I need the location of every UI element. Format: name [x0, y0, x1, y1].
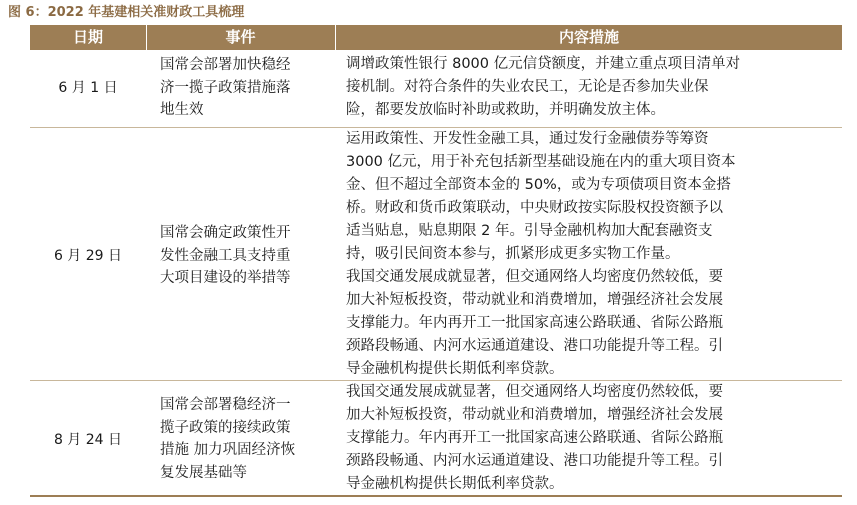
row-content: [346, 53, 838, 122]
content-line: 颈路段畅通、内河水运通道建设、港口功能提升等工程。引: [346, 338, 723, 354]
content-line: 导金融机构提供长期低利率贷款。: [346, 361, 564, 377]
content-line: 调增政策性银行 8000 亿元信贷额度，并建立重点项目清单对: [346, 56, 741, 72]
content-line: 加大补短板投资，带动就业和消费增加，增强经济社会发展: [346, 407, 723, 423]
event-line: 发性金融工具支持重: [160, 247, 291, 264]
row-event: [160, 394, 340, 484]
event-line: 济一揽子政策措施落: [160, 79, 291, 96]
event-line: 地生效: [160, 102, 204, 118]
content-line: 运用政策性、开发性金融工具，通过发行金融债券等筹资: [346, 131, 709, 147]
table-row: [30, 50, 842, 127]
content-line: 3000 亿元，用于补充包括新型基础设施在内的重大项目资本: [346, 154, 736, 170]
row-date: 6 月 29 日: [53, 248, 123, 264]
content-line: 桥。财政和货币政策联动，中央财政按实际股权投资额予以: [346, 200, 723, 216]
row-date: 8 月 24 日: [53, 432, 123, 448]
event-line: 国常会部署加快稳经: [160, 57, 291, 73]
header-date: 日期: [72, 28, 103, 46]
table-header: [30, 25, 842, 50]
event-line: 国常会确定政策性开: [160, 225, 291, 241]
figure-caption: 图 6：2022 年基建相关准财政工具梳理: [8, 5, 245, 20]
content-line: 加大补短板投资，带动就业和消费增加，增强经济社会发展: [346, 292, 723, 308]
table-row: [30, 381, 842, 495]
content-line: 持，吸引民间资本参与，抓紧形成更多实物工作量。: [346, 246, 680, 262]
content-line: 我国交通发展成就显著，但交通网络人均密度仍然较低，要: [346, 384, 723, 400]
content-line: 支撑能力。年内再开工一批国家高速公路联通、省际公路瓶: [346, 315, 723, 331]
content-line: 我国交通发展成就显著，但交通网络人均密度仍然较低，要: [346, 269, 723, 285]
row-event: [160, 54, 340, 122]
header-event: 事件: [225, 28, 256, 46]
row-content: [346, 128, 838, 381]
header-content: 内容措施: [558, 28, 619, 46]
content-line: 金、但不超过全部资本金的 50%，或为专项债项目资本金搭: [346, 177, 731, 193]
row-date: 6 月 1 日: [58, 80, 118, 96]
table-row: [30, 128, 842, 380]
content-line: 支撑能力。年内再开工一批国家高速公路联通、省际公路瓶: [346, 430, 723, 446]
event-line: 揽子政策的接续政策: [160, 419, 291, 436]
content-line: 颈路段畅通、内河水运通道建设、港口功能提升等工程。引: [346, 453, 723, 469]
row-content: [346, 381, 838, 496]
content-line: 导金融机构提供长期低利率贷款。: [346, 476, 564, 492]
event-line: 复发展基础等: [160, 464, 247, 481]
row-event: [160, 222, 340, 290]
content-line: 接机制。对符合条件的失业农民工，无论是否参加失业保: [346, 79, 709, 95]
event-line: 措施 加力巩固经济恢: [160, 442, 296, 458]
event-line: 国常会部署稳经济一: [160, 397, 291, 413]
event-line: 大项目建设的举措等: [160, 270, 291, 286]
content-line: 险，都要发放临时补助或救助，并明确发放主体。: [346, 102, 665, 118]
table-bottom-border: [30, 495, 842, 497]
content-line: 适当贴息，贴息期限 2 年。引导金融机构加大配套融资支: [346, 223, 713, 239]
